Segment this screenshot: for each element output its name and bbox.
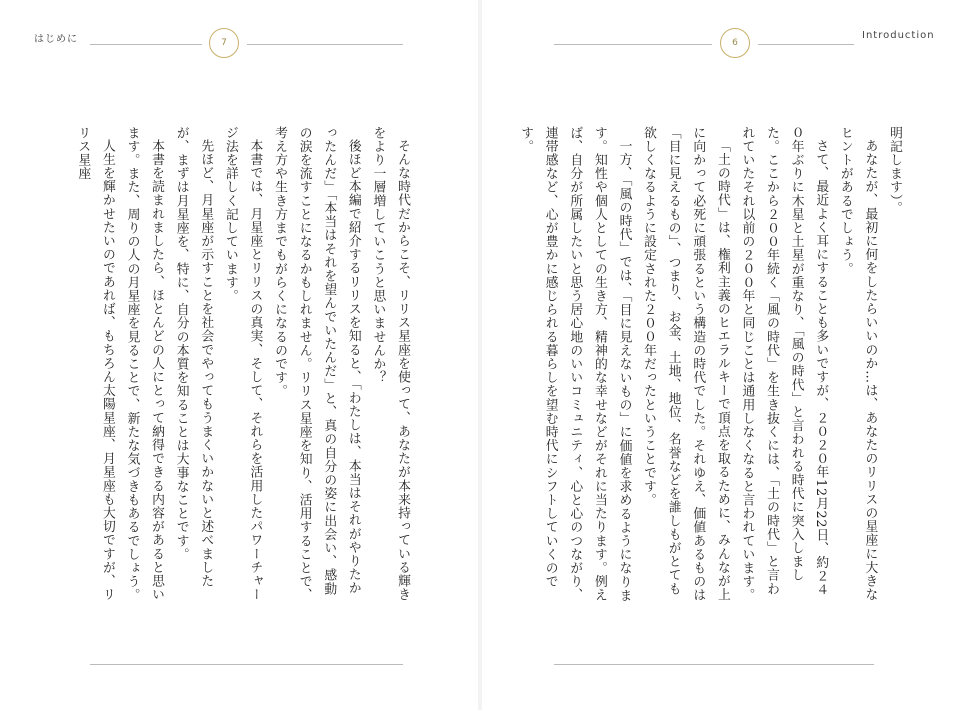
paragraph: さて、最近よく耳にすることも多いですが、２０２０年12月22日、約２４０年ぶりに木星と土星が重なり、「風の時代」と言われる時代に突入しました。ここから２００年続く「風の時代」を生き抜くには、「土の時代」と言われていたそれ以前の２００年と同じことは通用しなくなると言われています。 — [739, 126, 829, 602]
paragraph: 一方、「風の時代」では、「目に見えないもの」に価値を求めるようになります。知性や個人としての生き方、精神的な幸せなどがそれに当たります。例えば、自分が所属したいと思う居心地のいいコミュニティ、心と心のつながり、連帯感など、心が豊かに感じられる暮らしを望む時代にシフトしていくのです。 — [518, 126, 632, 602]
paragraph: 先ほど、月星座が示すことを社会でやってもうまくいかないと述べましたが、まずは月星座を、特に、自分の本質を知ることは大事なことです。 — [173, 126, 214, 588]
paragraph: 「土の時代」は、権利主義のヒエラルキーで頂点を取るために、みんなが上に向かって必死に頑張るという構造の時代でした。それゆえ、価値あるものは「目に見えるもの」、つまり、お金、土地、地位、名誉などを誰しもがとても欲しくなるように設定された２００年だったということです。 — [641, 126, 730, 602]
body-text-left — [36, 126, 414, 606]
footer-rule-left — [90, 664, 403, 665]
footer-rule-right — [554, 664, 874, 665]
left-page — [0, 0, 478, 710]
right-page — [482, 0, 960, 710]
paragraph: あなたが、最初に何をしたらいいのか…は、あなたのリリスの星座に大きなヒントがあるでしょう。 — [837, 126, 878, 602]
header-rule-left-b — [247, 44, 403, 45]
header-rule-left-a — [90, 44, 202, 45]
running-head-left: はじめに — [34, 34, 78, 45]
paragraph: 後ほど本編で紹介するリリスを知ると、「わたしは、本当はそれがやりたかったんだ」「本当はそれを望んでいたんだ」と、真の自分の姿に出会い、感動の涙を流すことになるかもしれません。リリス星座を知り、活用することで、考え方や生き方までもがらくになるのです。 — [272, 126, 361, 602]
paragraph: 人生を輝かせたいのであれば、もちろん太陽星座、月星座も大切ですが、リリス星座 — [75, 126, 115, 602]
header-rule-right-b — [758, 44, 854, 45]
body-text-right — [518, 126, 906, 606]
paragraph: 本書では、月星座とリリスの真実、そして、それらを活用したパワーチャージ法を詳しく記しています。 — [222, 126, 263, 602]
page-number-right: 6 — [720, 28, 750, 58]
page-number-left: 7 — [209, 28, 239, 58]
header-rule-right-a — [554, 44, 712, 45]
running-head-right: Introduction — [862, 30, 935, 41]
paragraph: 明記します）。 — [887, 126, 902, 215]
paragraph: そんな時代だからこそ、リリス星座を使って、あなたが本来持っている輝きをより一層増していこうと思いませんか？ — [370, 126, 410, 602]
paragraph: 本書を読まれましたら、ほとんどの人にとって納得できる内容があると思います。また、周りの人の月星座を見ることで、新たな気づきもあるでしょう。 — [124, 126, 165, 602]
